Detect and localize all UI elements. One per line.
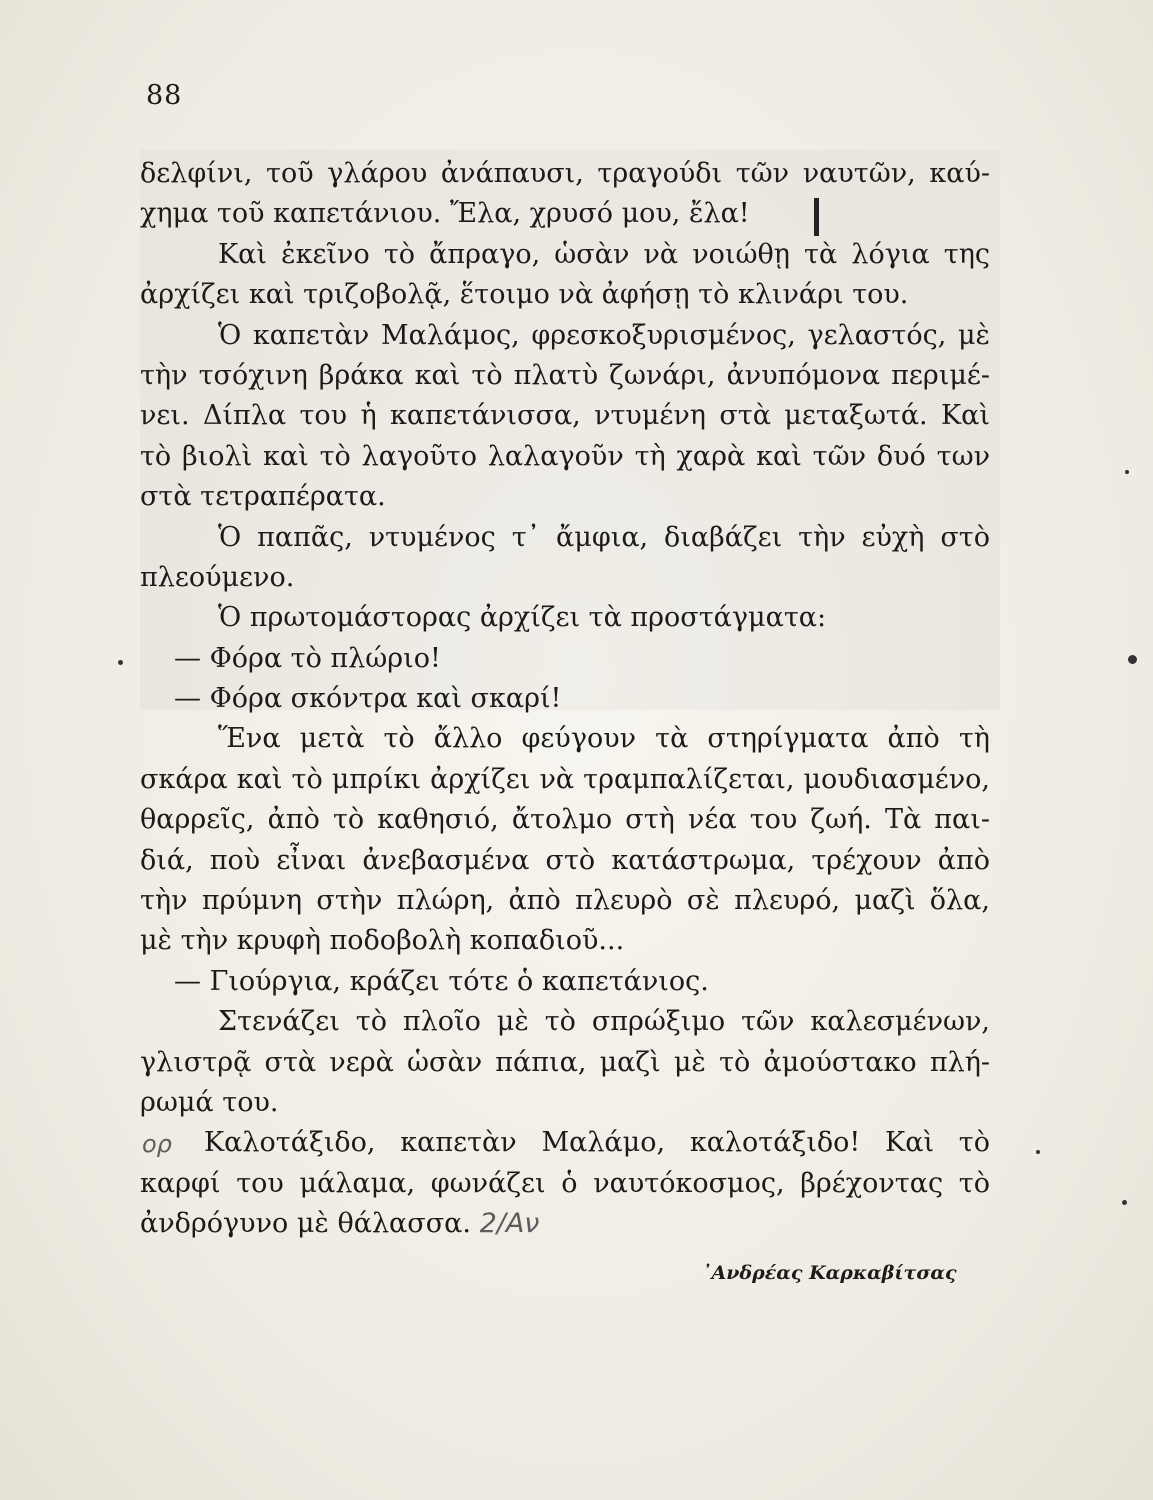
speck: [118, 660, 123, 665]
text-line: ἀρχίζει καὶ τριζοβολᾷ, ἕτοιμο νὰ ἀφήσῃ τὸ κλινάρι του.: [140, 279, 909, 311]
body-text: [140, 154, 990, 1245]
text-line: θαρρεῖς, ἀπὸ τὸ καθησιό, ἄτολμο στὴ νέα του ζωή. Τὰ παι-: [140, 804, 990, 836]
dialog-line: — Φόρα σκόντρα καὶ σκαρί!: [174, 683, 562, 715]
speck: [1122, 1200, 1127, 1205]
text-line: μὲ τὴν κρυφὴ ποδοβολὴ κοπαδιοῦ...: [140, 925, 625, 957]
text-line: Ὁ παπᾶς, ντυμένος τ᾽ ἄμφια, διαβάζει τὴν εὐχὴ στὸ: [218, 521, 990, 553]
text-line: Ἕνα μετὰ τὸ ἄλλο φεύγουν τὰ στηρίγματα ἀπὸ τὴ: [218, 723, 990, 755]
text-line: πλεούμενο.: [140, 561, 295, 593]
handwritten-annotation: 2/Aν: [479, 1208, 540, 1240]
text-line-content: ἀνδρόγυνο μὲ θάλασσα.: [140, 1208, 471, 1240]
text-line: ρωμά του.: [140, 1086, 279, 1118]
speck: [1128, 655, 1137, 664]
text-line: στὰ τετραπέρατα.: [140, 481, 386, 513]
text-line: Ὁ καπετὰν Μαλάμος, φρεσκοξυρισμένος, γελαστός, μὲ: [218, 319, 990, 351]
text-line: καρφί του μάλαμα, φωνάζει ὁ ναυτόκοσμος, βρέχοντας τὸ: [140, 1167, 990, 1199]
text-line: [140, 1204, 990, 1244]
text-line: Καὶ ἐκεῖνο τὸ ἄπραγο, ὡσὰν νὰ νοιώθῃ τὰ λόγια της: [218, 238, 990, 270]
text-line: γλιστρᾷ στὰ νερὰ ὡσὰν πάπια, μαζὶ μὲ τὸ ἀμούστακο πλή-: [140, 1046, 990, 1078]
speck: [1036, 1150, 1040, 1154]
text-line: τὴν πρύμνη στὴν πλώρη, ἀπὸ πλευρὸ σὲ πλευρό, μαζὶ ὅλα,: [140, 885, 990, 917]
margin-annotation: ορ: [142, 1130, 172, 1158]
text-line: Ὁ πρωτομάστορας ἀρχίζει τὰ προστάγματα:: [218, 602, 827, 634]
page-number: 88: [146, 80, 183, 111]
text-line: διά, ποὺ εἶναι ἀνεβασμένα στὸ κατάστρωμα, τρέχουν ἀπὸ: [140, 844, 990, 876]
text-line: νει. Δίπλα του ἡ καπετάνισσα, ντυμένη στὰ μεταξωτά. Καὶ: [140, 400, 990, 432]
text-line: σκάρα καὶ τὸ μπρίκι ἀρχίζει νὰ τραμπαλίζεται, μουδιασμένο,: [140, 763, 990, 795]
text-line: [140, 1123, 990, 1163]
text-line: τὴν τσόχινη βράκα καὶ τὸ πλατὺ ζωνάρι, ἀνυπόμονα περιμέ-: [140, 359, 990, 391]
text-line: τὸ βιολὶ καὶ τὸ λαγοῦτο λαλαγοῦν τὴ χαρὰ καὶ τῶν δυό των: [140, 440, 990, 472]
dialog-line: — Φόρα τὸ πλώριο!: [174, 642, 441, 674]
text-line-content: Καλοτάξιδο, καπετὰν Μαλάμο, καλοτάξιδο! Καὶ τὸ: [204, 1127, 990, 1159]
text-line: δελφίνι, τοῦ γλάρου ἀνάπαυσι, τραγούδι τῶν ναυτῶν, καύ-: [140, 158, 990, 189]
speck: [1125, 470, 1129, 474]
author-signature: ᾽Ανδρέας Καρκαβίτσας: [702, 1262, 957, 1284]
text-line: Στενάζει τὸ πλοῖο μὲ τὸ σπρώξιμο τῶν καλεσμένων,: [218, 1006, 990, 1038]
dialog-line: — Γιούργια, κράζει τότε ὁ καπετάνιος.: [174, 965, 709, 997]
text-line: χημα τοῦ καπετάνιου. Ἔλα, χρυσό μου, ἔλα!: [140, 198, 750, 230]
